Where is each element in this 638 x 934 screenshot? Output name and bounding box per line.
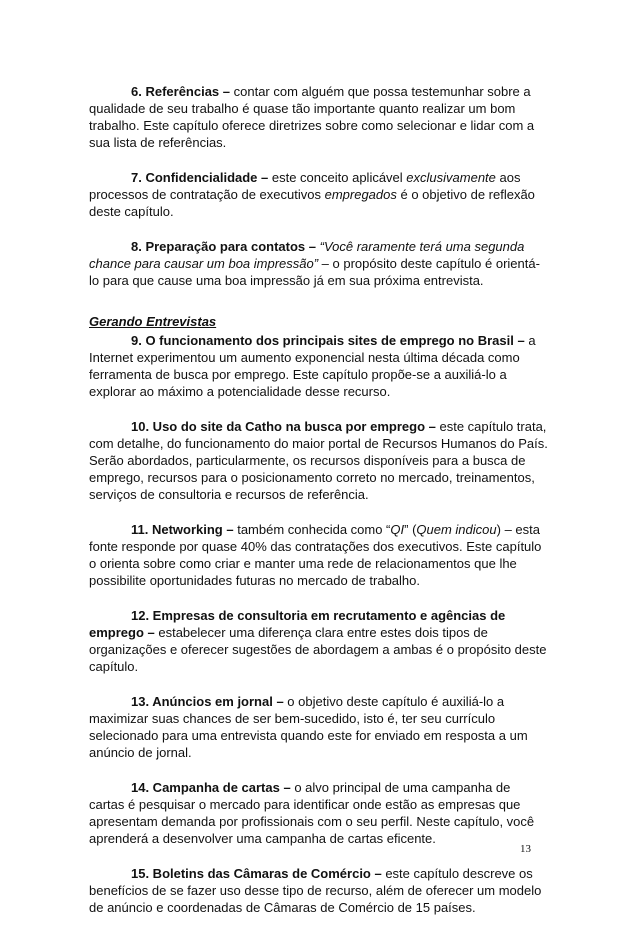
chapter-title: 12. Empresas de consultoria em recrutamento e agências de emprego –	[89, 608, 506, 640]
body-text: ) – esta fonte responde por quase 40% das contratações dos executivos. Este capítulo o orienta sobre como criar e manter uma rede de relacionamentos que lhe possibilite oportunidades futuras no mercado de trabalho.	[89, 522, 542, 588]
chapter-title: 10. Uso do site da Catho na busca por emprego –	[131, 419, 436, 434]
chapter-paragraph	[89, 418, 549, 503]
italic-text: Quem indicou	[416, 522, 497, 537]
body-text: também conhecida como “	[233, 522, 391, 537]
chapter-paragraph	[89, 607, 549, 675]
chapter-paragraph	[89, 332, 549, 400]
body-text: – o propósito deste capítulo é orientá-lo para que cause uma boa impressão já em sua próxima entrevista.	[89, 256, 540, 288]
body-text: a Internet experimentou um aumento exponencial nesta última década como ferramenta de busca por emprego. Este capítulo propõe-se a auxiliá-lo a explorar ao máximo a potencialidade desse recurso.	[89, 333, 536, 399]
chapter-paragraph	[89, 238, 549, 289]
body-text: este capítulo trata, com detalhe, do funcionamento do maior portal de Recursos Humanos do País. Serão abordados, particularmente, os recursos disponíveis para a busca de emprego, recursos para o posicionamento correto no mercado, treinamentos, serviços de consultoria e recursos de referência.	[89, 419, 548, 502]
chapter-title: 11. Networking –	[131, 522, 234, 537]
body-text: este capítulo descreve os benefícios de se fazer uso desse tipo de recurso, além de oferecer um modelo de anúncio e coordenadas de Câmaras de Comércio de 15 países.	[89, 866, 542, 915]
chapter-paragraph	[89, 83, 549, 151]
italic-text: exclusivamente	[406, 170, 496, 185]
chapter-title: 13. Anúncios em jornal –	[131, 694, 284, 709]
page-number: 13	[520, 843, 531, 855]
paragraphs-before	[89, 83, 549, 289]
chapter-title: 15. Boletins das Câmaras de Comércio –	[131, 866, 382, 881]
chapter-title: 14. Campanha de cartas –	[131, 780, 291, 795]
chapter-paragraph	[89, 779, 549, 847]
chapter-title: 7. Confidencialidade –	[131, 170, 269, 185]
body-text: contar com alguém que possa testemunhar sobre a qualidade de seu trabalho é quase tão importante quanto realizar um bom trabalho. Este capítulo oferece diretrizes sobre como selecionar e lidar com a sua lista de referências.	[89, 84, 535, 150]
document-page	[89, 83, 549, 934]
chapter-title: 6. Referências –	[131, 84, 231, 99]
paragraphs-after	[89, 332, 549, 916]
section-title: Gerando Entrevistas	[89, 314, 217, 329]
body-text: o objetivo deste capítulo é auxiliá-lo a maximizar suas chances de ser bem-sucedido, isto é, ter seu currículo selecionado para uma entrevista quando este for enviado em resposta a um anúncio de jornal.	[89, 694, 528, 760]
body-text: é o objetivo de reflexão deste capítulo.	[89, 187, 535, 219]
body-text: ” (	[404, 522, 417, 537]
italic-text: “Você raramente terá uma segunda chance para causar um boa impressão”	[89, 239, 525, 271]
italic-text: QI	[390, 522, 405, 537]
chapter-paragraph	[89, 693, 549, 761]
chapter-paragraph	[89, 521, 549, 589]
body-text: estabelecer uma diferença clara entre estes dois tipos de organizações e oferecer sugestões de abordagem a ambas é o propósito deste capítulo.	[89, 625, 547, 674]
chapter-title: 9. O funcionamento dos principais sites de emprego no Brasil –	[131, 333, 525, 348]
body-text: aos processos de contratação de executivos	[89, 170, 521, 202]
chapter-paragraph	[89, 865, 549, 916]
italic-text: empregados	[324, 187, 397, 202]
body-text: este conceito aplicável	[268, 170, 407, 185]
chapter-paragraph	[89, 169, 549, 220]
body-text: o alvo principal de uma campanha de cartas é pesquisar o mercado para identificar onde estão as empresas que apresentam demanda por profissionais com o seu perfil. Neste capítulo, você aprenderá a desenvolver uma campanha de cartas eficente.	[89, 780, 535, 846]
chapter-title: 8. Preparação para contatos –	[131, 239, 316, 254]
